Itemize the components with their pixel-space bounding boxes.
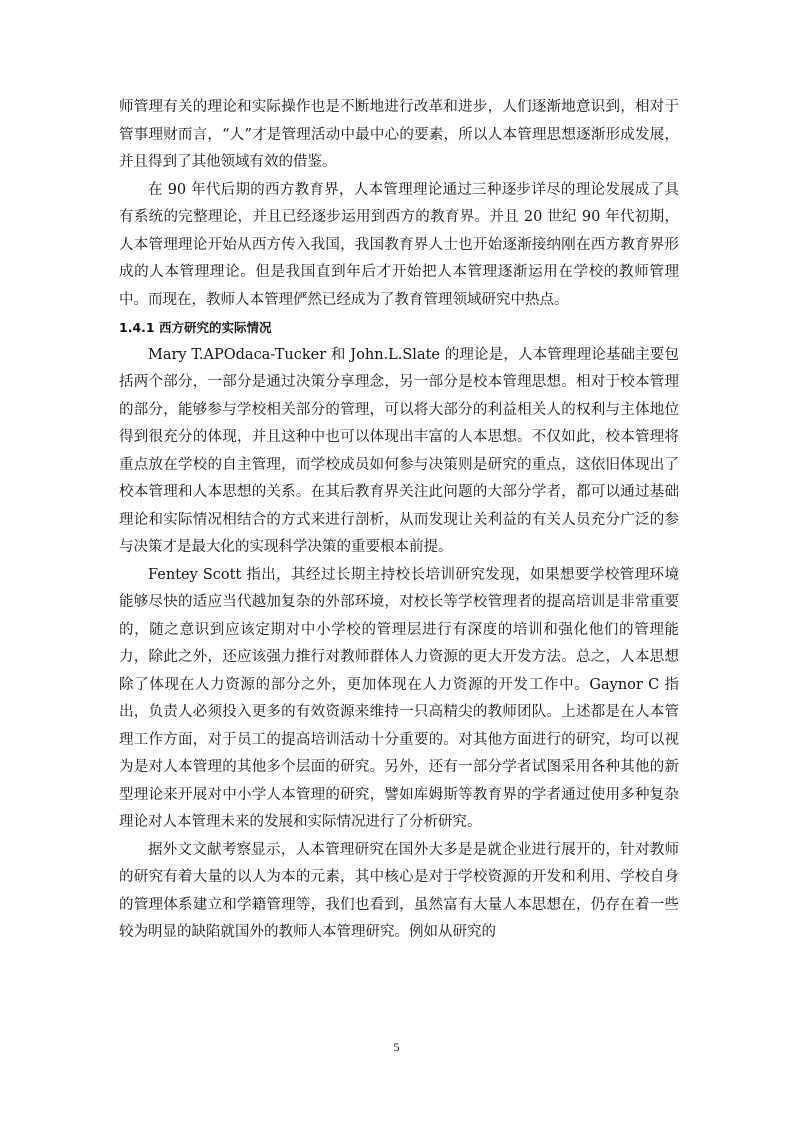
section-heading: 1.4.1 西方研究的实际情况 (119, 320, 272, 335)
paragraph: Mary T.APOdaca-Tucker 和 John.L.Slate 的理论是，人本管理理论基础主要包括两个部分，一部分是通过决策分享理念，另一部分是校本管理思想。相对于校本管理的部分，能够参与学校相关部分的管理，可以将大部分的利益相关人的权利与主体地位得到很充分的体现，并且这种中也可以体现出丰富的人本思想。不仅如此，校本管理将重点放在学校的自主管理，而学校成员如何参与决策则是研究的重点，这依旧体现出了校本管理和人本思想的关系。在其后教育界关注此问题的大部分学者，都可以通过基础理论和实际情况相结合的方式来进行剖析，从而发现让关利益的有关人员充分广泛的参与决策才是最大化的实现科学决策的重要根本前提。 (119, 346, 679, 555)
paragraph: Fentey Scott 指出，其经过长期主持校长培训研究发现，如果想要学校管理环境能够尽快的适应当代越加复杂的外部环境，对校长等学校管理者的提高培训是非常重要的，随之意识到应该定期对中小学校的管理层进行有深度的培训和强化他们的管理能力，除此之外，还应该强力推行对教师群体人力资源的更大开发方法。总之，人本思想除了体现在人力资源的部分之外，更加体现在人力资源的开发工作中。Gaynor C 指出，负责人必须投入更多的有效资源来维持一只高精尖的教师团队。上述都是在人本管理工作方面，对于员工的提高培训活动十分重要的。对其他方面进行的研究，均可以视为是对人本管理的其他多个层面的研究。另外，还有一部分学者试图采用各种其他的新型理论来开展对中小学人本管理的研究，譬如库姆斯等教育界的学者通过使用多种复杂理论对人本管理未来的发展和实际情况进行了分析研究。 (119, 566, 679, 830)
page-number: 5 (393, 1040, 400, 1054)
paragraph: 在 90 年代后期的西方教育界，人本管理理论通过三种逐步详尽的理论发展成了具有系统的完整理论，并且已经逐步运用到西方的教育界。并且 20 世纪 90 年代初期，人本管理理论开始从西方传入我国，我国教育界人士也开始逐渐接纳刚在西方教育界形成的人本管理理论。但是我国直到年后才开始把人本管理逐渐运用在学校的教师管理中。而现在，教师人本管理俨然已经成为了教育管理领域研究中热点。 (119, 181, 679, 308)
body-text (119, 94, 679, 947)
paragraph: 据外文文献考察显示，人本管理研究在国外大多是是就企业进行展开的，针对教师的研究有着大量的以人为本的元素，其中核心是对于学校资源的开发和利用、学校自身的管理体系建立和学籍管理等，我们也看到，虽然富有大量人本思想在，仍存在着一些较为明显的缺陷就国外的教师人本管理研究。例如从研究的 (119, 841, 679, 940)
paragraph-continued: 师管理有关的理论和实际操作也是不断地进行改革和进步，人们逐渐地意识到，相对于管事理财而言，“人”才是管理活动中最中心的要素，所以人本管理思想逐渐形成发展，并且得到了其他领域有效的借鉴。 (119, 99, 679, 170)
